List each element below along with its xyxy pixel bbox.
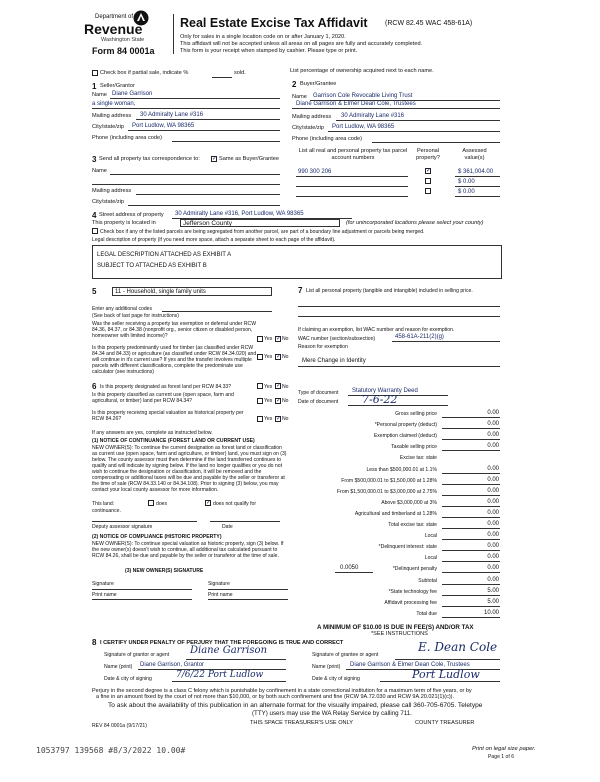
current-use-no-checkbox[interactable]: ✓ <box>276 398 282 404</box>
seller-name-2[interactable]: a single woman, <box>92 101 136 107</box>
tax-row-value[interactable]: 0.00 <box>487 521 499 527</box>
tax-row-value[interactable]: 0.00 <box>487 432 499 439</box>
personal-property-checkbox[interactable] <box>425 178 431 184</box>
treasurer-use-label: THIS SPACE TREASURER'S USE ONLY <box>250 720 354 726</box>
parcel-col-header: List all real and personal property tax parcel account numbers <box>298 148 408 161</box>
assessed-value[interactable]: $ 361,004.00 <box>458 169 494 175</box>
tax-row-value[interactable]: 5.00 <box>487 587 499 594</box>
correspondence-label: Send all property tax correspondence to: <box>99 156 200 162</box>
tax-row-label: Agricultural and timberland at 1.28% <box>354 510 437 517</box>
buyer-name-label: Name <box>292 94 307 100</box>
agency-name: Revenue <box>84 21 143 37</box>
new-owner-sig-1: Signature <box>92 581 114 587</box>
legal-description-box[interactable] <box>92 245 502 279</box>
q2-no-checkbox[interactable]: ✓ <box>276 354 282 360</box>
additional-codes-label: Enter any additional codes <box>92 306 153 312</box>
tax-row-label: Subtotal <box>418 577 437 584</box>
exemption-question: Was the seller receiving a property tax exemption or deferral under RCW 84.36, 84.37, or 84.38 (nonprofit org., senior citizen or disabled person, homeowner with limited income)? <box>92 321 257 339</box>
current-use-question: Is this property classified as current use (open space, farm and agricultural, or timber) land per RCW 84.34? <box>92 392 234 404</box>
header-note-3: This form is your receipt when stamped by cashier. Please type or print. <box>180 48 358 54</box>
tax-row-label: Total excise tax: state <box>388 522 437 528</box>
buyer-name-1[interactable]: Garrison Cole Revocable Living Trust <box>313 93 413 99</box>
yes-label: Yes <box>264 416 273 422</box>
deputy-assessor-label: Deputy assessor signature <box>92 524 153 530</box>
section-7-number: 7 <box>298 286 303 295</box>
tax-row-label: Less than $500,000.01 at 1.1% <box>366 466 437 473</box>
recording-stamp: 1053797 139568 #8/3/2022 10.00# <box>36 746 186 755</box>
tax-row-value[interactable]: 0.00 <box>487 410 499 416</box>
tax-row-label: From $500,000.01 to $1,500,000 at 1.28% <box>341 477 437 484</box>
legal-line-1: LEGAL DESCRIPTION ATTACHED AS EXHIBIT A <box>97 252 232 258</box>
no-label: No <box>282 384 289 390</box>
same-as-buyer-label: Same as Buyer/Grantee <box>219 156 280 162</box>
historic-no-checkbox[interactable]: ✓ <box>276 416 282 422</box>
tax-row-value[interactable]: 0.00 <box>487 532 499 539</box>
header-note-2: This affidavit will not be accepted unless all areas on all pages are fully and accurately completed. <box>180 41 423 47</box>
section-1-number: 1 <box>92 82 97 91</box>
section-6-number: 6 <box>92 382 97 391</box>
tax-row-value[interactable]: 0.00 <box>487 565 499 572</box>
tax-row-value[interactable]: 0.00 <box>487 465 499 472</box>
forest-question: Is this property designated as forest land per RCW 84.33? <box>100 384 232 390</box>
seller-name-label: Name <box>92 92 107 98</box>
notice-3-title: (3) NEW OWNER(S) SIGNATURE <box>125 568 204 574</box>
yes-label: Yes <box>264 384 273 390</box>
grantee-sig-label: Signature of grantee or agent <box>312 652 379 658</box>
legal-paper-note: Print on legal size paper. <box>472 746 536 752</box>
seller-city-label: City/state/zip <box>92 124 125 130</box>
document-type[interactable]: Statutory Warranty Deed <box>352 388 418 394</box>
unincorp-note: (for unincorporated locations please select your county) <box>346 220 484 226</box>
grantee-print-label: Name (print) <box>312 664 341 670</box>
sold-label: sold. <box>234 70 246 76</box>
form-title: Real Estate Excise Tax Affidavit <box>180 16 368 30</box>
seller-city[interactable]: Port Ludlow, WA 98365 <box>132 123 195 129</box>
tax-row-value[interactable]: 0.00 <box>487 576 499 583</box>
notice-1-title: (1) NOTICE OF CONTINUANCE (FOREST LAND OR CURRENT USE) <box>92 438 255 444</box>
no-label: No <box>282 416 289 422</box>
same-as-buyer-checkbox[interactable]: ✓ <box>212 156 218 162</box>
certify-statement: I CERTIFY UNDER PENALTY OF PERJURY THAT THE FOREGOING IS TRUE AND CORRECT <box>100 640 344 646</box>
continuance-label: continuance. <box>92 508 121 514</box>
buyer-mailing[interactable]: 30 Admiralty Lane #316 <box>341 113 405 119</box>
tax-row-label: *Personal property (deduct) <box>374 422 437 429</box>
local-rate[interactable]: 0.0050 <box>340 565 359 571</box>
dept-label: Department of <box>95 14 134 20</box>
answers-intro: If any answers are yes, complete as instructed below. <box>92 430 213 436</box>
personal-property-checkbox[interactable]: ✓ <box>426 168 432 174</box>
segregate-checkbox[interactable] <box>92 228 98 234</box>
legal-desc-label: Legal description of property (if you need more space, attach a separate sheet to each page of the affidavit). <box>92 237 336 243</box>
tax-row-label: *Delinquent interest: state <box>378 544 437 551</box>
county-select[interactable]: Jefferson County <box>180 219 340 227</box>
exemption-claim-label: If claiming an exemption, list WAC number and reason for exemption. <box>298 327 455 333</box>
legal-line-2: SUBJECT TO ATTACHED AS EXHIBIT B <box>97 263 207 269</box>
yes-label: Yes <box>264 336 273 342</box>
deputy-date-label: Date <box>222 524 233 530</box>
tax-row-label: *State technology fee <box>388 588 437 595</box>
tax-row-value[interactable]: 10.00 <box>483 609 499 616</box>
grantor-print-name[interactable]: Diane Garrison, Grantor <box>140 662 205 668</box>
parcel-number[interactable]: 990 300 206 <box>298 169 332 175</box>
personal-property-checkbox[interactable] <box>425 188 431 194</box>
grantor-sig-label: Signature of grantor or agent <box>104 652 170 658</box>
forest-no-checkbox[interactable]: ✓ <box>276 383 282 389</box>
grantee-print-name[interactable]: Diane Garrison & Elmer Dean Cole, Trustees <box>350 662 470 668</box>
current-use-yes-checkbox[interactable] <box>257 398 263 404</box>
no-label: No <box>282 354 289 360</box>
tax-row-label: Excise tax: state <box>399 455 437 462</box>
see-back-note: (See back of last page for instructions) <box>92 313 179 319</box>
does-label: does <box>156 501 168 507</box>
grantee-date-label: Date & city of signing <box>312 676 360 682</box>
perjury-line-1: Perjury in the second degree is a class C felony which is punishable by confinement in a state correctional institution for a maximum term of five years, or by <box>92 688 472 694</box>
header-note-1: Only for sales in a single location code on or after January 1, 2020. <box>180 34 346 40</box>
seller-mailing[interactable]: 30 Admiralty Lane #316 <box>140 112 204 118</box>
personal-property-label: List all personal property (tangible and intangible) included in selling price. <box>306 288 473 294</box>
located-label: This property is located in <box>92 220 156 226</box>
doc-date-label: Date of document <box>298 399 339 405</box>
new-owner-sig-2: Signature <box>208 581 230 587</box>
section-5-number: 5 <box>92 287 97 296</box>
exemption-reason[interactable]: Mere Change in Identity <box>302 358 366 364</box>
document-date[interactable]: 7-6-22 <box>362 393 398 406</box>
access-line-2: (TTY) users may use the WA Relay Service by calling 711. <box>252 710 412 717</box>
this-land-label: This land: <box>92 501 115 507</box>
state-name: Washington State <box>101 37 145 43</box>
tax-row-label: Affidavit processing fee <box>384 599 437 606</box>
reason-label: Reason for exemption <box>298 344 348 350</box>
q1-no-checkbox[interactable]: ✓ <box>276 336 282 342</box>
section-8-number: 8 <box>92 638 97 647</box>
does-not-label: does not qualify for <box>213 501 257 507</box>
rcw-citation: (RCW 82.45 WAC 458-61A) <box>385 20 473 27</box>
see-instructions: *SEE INSTRUCTIONS <box>371 631 428 637</box>
seller-heading: Seller/Grantor <box>100 83 135 89</box>
forest-yes-checkbox[interactable] <box>257 383 263 389</box>
county-treasurer-label: COUNTY TREASURER <box>415 720 475 726</box>
does-checkbox[interactable] <box>148 500 154 506</box>
buyer-city[interactable]: Port Ludlow, WA 98365 <box>332 124 395 130</box>
historic-question: Is this property receiving special valuation as historical property per RCW 84.26? <box>92 410 244 422</box>
buyer-name-2[interactable]: Diane Garrison & Elmer Dean Cole, Trustees <box>296 101 416 107</box>
new-owner-print-2: Print name <box>208 592 233 598</box>
tax-row-value[interactable]: 0.00 <box>487 509 499 516</box>
tax-row-label: Total due <box>416 610 437 617</box>
land-use-select[interactable]: 11 - Household, single family units <box>112 287 272 296</box>
wac-number[interactable]: 458-61A-211(2)(g) <box>395 334 444 340</box>
yes-label: Yes <box>264 354 273 360</box>
grantor-print-label: Name (print) <box>104 664 133 670</box>
does-not-checkbox[interactable]: ✓ <box>206 500 212 506</box>
historic-yes-checkbox[interactable] <box>257 416 263 422</box>
revision-code: REV 84 0001a (9/17/21) <box>92 723 147 729</box>
tax-row-label: Exemption claimed (deduct) <box>373 433 437 440</box>
seller-name-1[interactable]: Diane Garrison <box>112 91 153 97</box>
buyer-city-label: City/state/zip <box>292 125 325 131</box>
seller-phone-label: Phone (including area code) <box>92 135 162 141</box>
no-label: No <box>282 398 289 404</box>
grantor-signature[interactable]: Diane Garrison <box>190 645 268 656</box>
notice-1-text: NEW OWNER(S): To continue the current designation as forest land or classification as current use (open space, farm and agriculture, or timber) land, you must sign on (3) below. The county assessor must then determine if the land transferred continues to qualify and will indicate by signing below. If the land no longer qualifies or you do not wish to continue the designation or classification, it will be removed and the compensating or additional taxes will be due and payable by the seller or transferor at the time of sale (RCW 84.33.140 or 84.34.108). Prior to signing (3) below, you may contact your local county assessor for more information. <box>92 445 287 493</box>
tax-row-label: *Delinquent penalty <box>392 566 437 573</box>
tax-row-value[interactable]: 0.00 <box>487 421 499 428</box>
tax-row-value[interactable]: 0.00 <box>487 476 499 483</box>
segregate-label: Check box if any of the listed parcels are being segregated from another parcel, are part of a boundary line adjustment or parcels being merged. <box>100 229 425 235</box>
tax-row-label: Local <box>424 555 437 562</box>
sec3-mailing-label: Mailing address <box>92 188 132 194</box>
assessed-value[interactable]: $ 0.00 <box>458 189 475 195</box>
perjury-line-2: a fine in an amount fixed by the court of not more than $10,000, or by both such confinement and fine (RCW 9A.72.030 and RCW 9A.20.021(1)(c)). <box>96 694 455 700</box>
tax-row-label: Local <box>424 533 437 540</box>
partial-sale-label: Check box if partial sale, indicate % <box>100 70 189 76</box>
doc-type-label: Type of document <box>298 390 339 396</box>
tax-row-label: Above $3,000,000 at 3% <box>381 499 437 506</box>
buyer-phone-label: Phone (including area code) <box>292 136 362 142</box>
street-label: Street address of property <box>99 212 164 218</box>
form-number: Form 84 0001a <box>92 46 155 56</box>
grantor-date-label: Date & city of signing <box>104 676 152 682</box>
section-3-number: 3 <box>92 155 97 164</box>
tax-row-value[interactable]: 0.00 <box>487 443 499 450</box>
partial-sale-checkbox[interactable] <box>92 70 98 76</box>
timber-question: Is this property predominantly used for timber (as classified under RCW 84.34 and 84.33) or agriculture (as classified under RCW 84.34.020) and will continue in it's current use? If yes and the transfer involves multiple parcels with different classifications, complete the predominate use calculator (see instructions) <box>92 345 257 375</box>
ownership-note: List percentage of ownership acquired next to each name. <box>290 68 434 74</box>
section-4-number: 4 <box>92 211 97 220</box>
yes-label: Yes <box>264 398 273 404</box>
tax-row-value[interactable]: 0.00 <box>487 487 499 494</box>
access-line-1: To ask about the availability of this publication in an alternate format for the visually impaired, please call 360-705-6705. Teletype <box>108 702 483 709</box>
street-address[interactable]: 30 Admiralty Lane #316, Port Ludlow, WA 98365 <box>175 211 304 217</box>
grantee-date-city[interactable]: Port Ludlow <box>412 668 480 681</box>
q2-yes-checkbox[interactable] <box>257 354 263 360</box>
minimum-due-note: A MINIMUM OF $10.00 IS DUE IN FEE(S) AND/OR TAX <box>317 624 474 631</box>
wac-label: WAC number (section/subsection) <box>298 336 376 342</box>
tax-row-value[interactable]: 0.00 <box>487 543 499 550</box>
tax-row-value[interactable]: 0.00 <box>487 498 499 505</box>
assessed-value[interactable]: $ 0.00 <box>458 179 475 185</box>
notice-2-text: NEW OWNER(S): To continue special valuation as historic property, sign (3) below. If the new owner(s) doesn't wish to continue, all additional tax calculated pursuant to RCW 84.26, shall be due and payable by the seller or transferor at the time of sale. <box>92 541 284 559</box>
tax-row-value[interactable]: 5.00 <box>487 598 499 605</box>
tax-row-label: Gross selling price <box>395 411 437 417</box>
sec3-name-label: Name <box>92 168 107 174</box>
grantor-date-city[interactable]: 7/6/22 Port Ludlow <box>176 670 264 680</box>
buyer-mailing-label: Mailing address <box>292 114 332 120</box>
tax-row-label: Taxable selling price <box>391 444 437 451</box>
new-owner-print-1: Print name <box>92 592 117 598</box>
personal-col-header: Personal property? <box>416 148 440 161</box>
seller-mailing-label: Mailing address <box>92 113 132 119</box>
notice-2-title: (2) NOTICE OF COMPLIANCE (HISTORIC PROPERTY) <box>92 534 222 540</box>
assessed-col-header: Assessed value(s) <box>462 148 487 161</box>
grantee-signature[interactable]: E. Dean Cole <box>418 640 498 654</box>
tax-row-value[interactable]: 0.00 <box>487 554 499 561</box>
q1-yes-checkbox[interactable] <box>257 336 263 342</box>
buyer-heading: Buyer/Grantee <box>300 81 337 87</box>
no-label: No <box>282 336 289 342</box>
sec3-city-label: City/state/zip <box>92 199 125 205</box>
tax-row-label: From $1,500,000.01 to $3,000,000 at 2.75% <box>337 488 437 495</box>
page-number: Page 1 of 6 <box>488 754 515 760</box>
section-2-number: 2 <box>292 80 297 89</box>
